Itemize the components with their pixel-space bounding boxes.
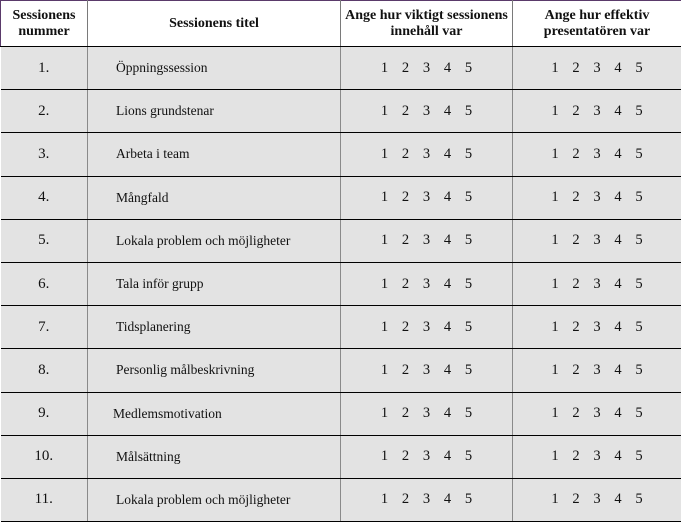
rating-option-3[interactable]: 3 [422,318,431,335]
rating-option-2[interactable]: 2 [572,102,580,119]
rating-option-3[interactable]: 3 [422,275,431,292]
rating-option-2[interactable]: 2 [401,102,410,119]
content-rating-scale [341,133,513,176]
content-rating-scale [341,478,513,521]
rating-option-3[interactable]: 3 [422,361,431,378]
rating-option-5[interactable]: 5 [635,448,643,465]
content-rating-scale [341,392,513,435]
rating-option-1[interactable]: 1 [551,189,559,206]
presenter-rating-scale [513,47,681,90]
rating-option-2[interactable]: 2 [572,145,580,162]
header-row [1,1,681,47]
rating-option-2[interactable]: 2 [401,275,410,292]
presenter-rating-scale [513,435,681,478]
rating-option-3[interactable]: 3 [593,59,601,76]
presenter-rating-scale [513,306,681,349]
rating-option-4[interactable]: 4 [614,189,622,206]
rating-option-2[interactable]: 2 [401,405,410,422]
rating-option-3[interactable]: 3 [422,491,431,508]
rating-option-5[interactable]: 5 [464,59,473,76]
table-row [1,90,681,133]
session-title: Lokala problem och möjligheter [88,219,341,262]
presenter-rating-scale [513,133,681,176]
rating-option-4[interactable]: 4 [614,232,622,249]
rating-option-1[interactable]: 1 [380,59,389,76]
rating-option-1[interactable]: 1 [551,145,559,162]
session-number: 1. [1,47,88,90]
session-title: Mångfald [88,176,341,219]
rating-option-2[interactable]: 2 [401,361,410,378]
rating-option-5[interactable]: 5 [635,318,643,335]
rating-option-3[interactable]: 3 [593,318,601,335]
session-number: 4. [1,176,88,219]
rating-option-1[interactable]: 1 [380,405,389,422]
presenter-rating-scale [513,219,681,262]
table-row [1,349,681,392]
rating-option-5[interactable]: 5 [635,59,643,76]
session-number: 7. [1,306,88,349]
session-number: 3. [1,133,88,176]
content-rating-scale [341,219,513,262]
table-row [1,306,681,349]
presenter-rating-scale [513,176,681,219]
rating-option-5[interactable]: 5 [635,189,643,206]
session-number: 2. [1,90,88,133]
rating-option-3[interactable]: 3 [422,145,431,162]
rating-option-2[interactable]: 2 [572,491,580,508]
rating-option-5[interactable]: 5 [464,448,473,465]
rating-option-4[interactable]: 4 [614,59,622,76]
rating-option-1[interactable]: 1 [380,232,389,249]
rating-option-1[interactable]: 1 [551,361,559,378]
table-row [1,219,681,262]
rating-option-5[interactable]: 5 [464,145,473,162]
rating-option-5[interactable]: 5 [635,361,643,378]
rating-option-5[interactable]: 5 [635,145,643,162]
rating-option-3[interactable]: 3 [593,145,601,162]
rating-option-3[interactable]: 3 [593,232,601,249]
rating-option-4[interactable]: 4 [443,59,452,76]
rating-option-5[interactable]: 5 [464,361,473,378]
rating-option-3[interactable]: 3 [422,102,431,119]
rating-option-2[interactable]: 2 [401,59,410,76]
table-header [1,1,681,47]
table-row [1,47,681,90]
rating-option-4[interactable]: 4 [443,102,452,119]
rating-option-5[interactable]: 5 [635,102,643,119]
rating-option-1[interactable]: 1 [380,189,389,206]
table-row [1,435,681,478]
table-row [1,478,681,521]
rating-option-4[interactable]: 4 [614,405,622,422]
rating-option-4[interactable]: 4 [443,361,452,378]
rating-option-4[interactable]: 4 [443,491,452,508]
rating-option-2[interactable]: 2 [401,189,410,206]
rating-option-4[interactable]: 4 [443,405,452,422]
content-rating-scale [341,176,513,219]
session-title: Lokala problem och möjligheter [88,478,341,521]
rating-option-1[interactable]: 1 [551,318,559,335]
rating-option-3[interactable]: 3 [422,405,431,422]
rating-option-1[interactable]: 1 [551,59,559,76]
rating-option-3[interactable]: 3 [593,275,601,292]
table-row [1,392,681,435]
header-session-number: Sessionens nummer [1,1,88,47]
rating-option-3[interactable]: 3 [593,405,601,422]
rating-option-5[interactable]: 5 [464,405,473,422]
rating-option-1[interactable]: 1 [551,448,559,465]
rating-option-1[interactable]: 1 [380,361,389,378]
rating-option-4[interactable]: 4 [443,318,452,335]
rating-option-1[interactable]: 1 [551,491,559,508]
content-rating-scale [341,306,513,349]
content-rating-scale [341,349,513,392]
table-body [1,47,681,522]
session-title: Öppningssession [88,47,341,90]
rating-option-5[interactable]: 5 [635,232,643,249]
rating-option-4[interactable]: 4 [614,448,622,465]
rating-option-4[interactable]: 4 [443,448,452,465]
presenter-rating-scale [513,349,681,392]
rating-option-4[interactable]: 4 [614,491,622,508]
session-title: Målsättning [88,435,341,478]
rating-option-2[interactable]: 2 [572,448,580,465]
rating-option-3[interactable]: 3 [593,448,601,465]
rating-option-4[interactable]: 4 [443,145,452,162]
rating-option-2[interactable]: 2 [401,232,410,249]
rating-option-2[interactable]: 2 [401,448,410,465]
table-row [1,262,681,305]
presenter-rating-scale [513,262,681,305]
rating-option-5[interactable]: 5 [464,189,473,206]
rating-option-2[interactable]: 2 [572,405,580,422]
session-title: Tala inför grupp [88,262,341,305]
table-row [1,176,681,219]
rating-option-1[interactable]: 1 [380,491,389,508]
rating-option-2[interactable]: 2 [572,189,580,206]
rating-option-2[interactable]: 2 [572,318,580,335]
session-title: Lions grundstenar [88,90,341,133]
rating-option-3[interactable]: 3 [422,232,431,249]
rating-option-1[interactable]: 1 [380,145,389,162]
header-presenter-effectiveness: Ange hur effektiv presentatören var [513,1,681,47]
session-number: 8. [1,349,88,392]
content-rating-scale [341,262,513,305]
rating-option-2[interactable]: 2 [572,361,580,378]
content-rating-scale [341,90,513,133]
presenter-rating-scale [513,478,681,521]
rating-option-2[interactable]: 2 [572,232,580,249]
rating-option-3[interactable]: 3 [593,491,601,508]
session-number: 11. [1,478,88,521]
rating-option-4[interactable]: 4 [443,189,452,206]
session-title: Tidsplanering [88,306,341,349]
rating-option-2[interactable]: 2 [401,318,410,335]
rating-option-3[interactable]: 3 [593,189,601,206]
rating-option-5[interactable]: 5 [464,491,473,508]
session-title: Arbeta i team [88,133,341,176]
rating-option-4[interactable]: 4 [614,318,622,335]
rating-option-5[interactable]: 5 [464,275,473,292]
rating-option-5[interactable]: 5 [635,275,643,292]
content-rating-scale [341,435,513,478]
rating-option-1[interactable]: 1 [380,318,389,335]
presenter-rating-scale [513,392,681,435]
rating-option-5[interactable]: 5 [464,102,473,119]
rating-option-1[interactable]: 1 [551,275,559,292]
header-content-importance: Ange hur viktigt sessionens innehåll var [341,1,513,47]
rating-option-2[interactable]: 2 [572,275,580,292]
rating-option-5[interactable]: 5 [635,491,643,508]
presenter-rating-scale [513,90,681,133]
rating-option-3[interactable]: 3 [422,189,431,206]
rating-option-3[interactable]: 3 [422,448,431,465]
session-number: 10. [1,435,88,478]
session-number: 6. [1,262,88,305]
rating-option-4[interactable]: 4 [614,102,622,119]
content-rating-scale [341,47,513,90]
rating-option-4[interactable]: 4 [614,361,622,378]
rating-option-1[interactable]: 1 [380,448,389,465]
rating-option-2[interactable]: 2 [401,491,410,508]
rating-option-5[interactable]: 5 [464,318,473,335]
session-title: Medlemsmotivation [88,392,341,435]
rating-option-3[interactable]: 3 [593,102,601,119]
header-session-title: Sessionens titel [88,1,341,47]
rating-option-3[interactable]: 3 [593,361,601,378]
rating-option-4[interactable]: 4 [443,275,452,292]
rating-option-1[interactable]: 1 [551,102,559,119]
rating-option-1[interactable]: 1 [551,405,559,422]
rating-option-4[interactable]: 4 [443,232,452,249]
rating-option-2[interactable]: 2 [572,59,580,76]
rating-option-4[interactable]: 4 [614,145,622,162]
session-title: Personlig målbeskrivning [88,349,341,392]
session-number: 9. [1,392,88,435]
rating-option-1[interactable]: 1 [551,232,559,249]
rating-option-1[interactable]: 1 [380,102,389,119]
rating-option-2[interactable]: 2 [401,145,410,162]
rating-option-1[interactable]: 1 [380,275,389,292]
rating-option-5[interactable]: 5 [464,232,473,249]
rating-option-5[interactable]: 5 [635,405,643,422]
session-number: 5. [1,219,88,262]
table-row [1,133,681,176]
rating-option-3[interactable]: 3 [422,59,431,76]
rating-option-4[interactable]: 4 [614,275,622,292]
